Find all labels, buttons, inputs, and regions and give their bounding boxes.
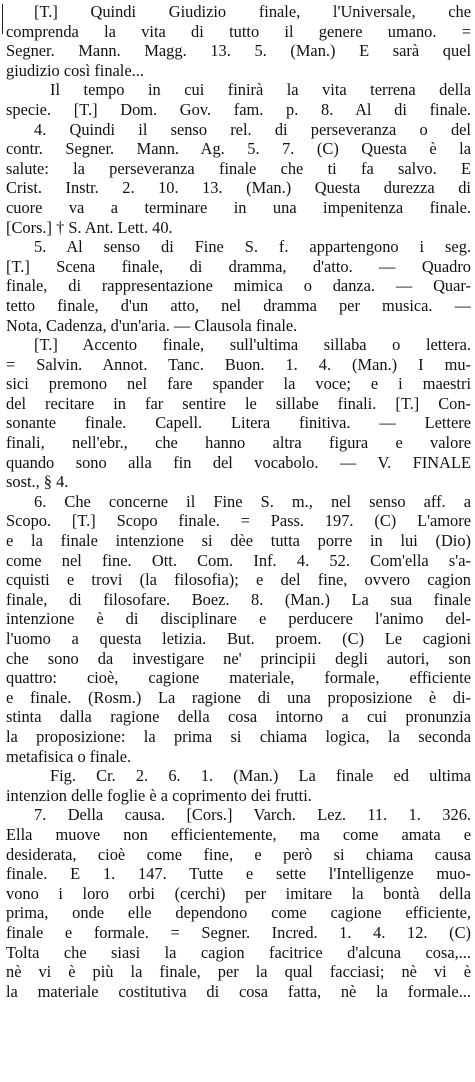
- text-line: che sono da investigare ne' principii degli autori, son: [6, 648, 471, 668]
- text-line: stinta dalla ragione della cosa intorno a cui pronunzia: [6, 707, 471, 727]
- text-line: cuore va a terminare in una impenitenza finale.: [6, 197, 471, 217]
- text-line: e la finale intenzione si dèe tutta porre in lui (Dio): [6, 531, 471, 551]
- text-line: Segner. Mann. Magg. 13. 5. (Man.) E sarà quel: [6, 41, 471, 61]
- text-line: desiderata, cioè come fine, e però si chiama causa: [6, 844, 471, 864]
- text-line: quando sono alla fin del vocabolo. — V. FINALE: [6, 452, 471, 472]
- text-line: metafisica o finale.: [6, 746, 132, 766]
- text-line: e finale. (Rosm.) La ragione di una proposizione è di-: [6, 687, 471, 707]
- text-line: 7. Della causa. [Cors.] Varch. Lez. 11. 1. 326.: [34, 805, 471, 825]
- text-line: del recitare in far sentire le sillabe finali. [T.] Con-: [6, 393, 471, 413]
- text-line: Il tempo in cui finirà la vita terrena della: [50, 80, 471, 100]
- text-line: [T.] Quindi Giudizio finale, l'Universale, che: [34, 2, 471, 21]
- text-line: cquisti e trovi (la filosofia); e del fine, ovvero cagion: [6, 570, 471, 590]
- text-line: finale. E 1. 147. Tutte e sette l'Intelligenze muo-: [6, 864, 471, 884]
- text-line: quattro: cioè, cagione materiale, formale, efficiente: [6, 668, 471, 688]
- text-line: finale, di rappresentazione mimica o danza. — Quar-: [6, 276, 471, 296]
- text-line: Fig. Cr. 2. 6. 1. (Man.) La finale ed ultima: [50, 766, 471, 786]
- text-line: specie. [T.] Dom. Gov. fam. p. 8. Al di finale.: [6, 99, 471, 119]
- text-line: prima, onde elle dependono come cagione efficiente,: [6, 903, 471, 923]
- text-line: [T.] Scena finale, di dramma, d'atto. — Quadro: [6, 256, 471, 276]
- text-line: finale e formale. = Segner. Incred. 1. 4. 12. (C): [6, 922, 471, 942]
- text-line: come nel fine. Ott. Com. Inf. 4. 52. Com'ella s'a-: [6, 550, 471, 570]
- text-line: l'uomo a questa letizia. But. proem. (C) Le cagioni: [6, 629, 471, 648]
- text-line: Ella muove non efficientemente, ma come amata e: [6, 824, 471, 844]
- text-line: [T.] Accento finale, sull'ultima sillaba o lettera.: [34, 335, 471, 355]
- entry-text: [6, 2, 471, 1001]
- text-line: [Cors.] † S. Ant. Lett. 40.: [6, 217, 173, 237]
- text-line: finali, nell'ebr., che hanno altra figura e valore: [6, 433, 471, 453]
- text-line: 4. Quindi il senso rel. di perseveranza o del: [34, 119, 471, 139]
- margin-rule: [2, 4, 3, 34]
- text-line: finale, di filosofare. Boez. 8. (Man.) La sua finale: [6, 589, 471, 609]
- text-line: intenzion delle foglie è a coprimento dei frutti.: [6, 785, 312, 805]
- text-line: comprenda la vita di tutto il genere umano. =: [6, 21, 471, 41]
- text-line: la proposizione: la prima si chiama logica, la seconda: [6, 726, 471, 746]
- text-line: tetto finale, d'un atto, nel dramma per musica. —: [6, 295, 471, 315]
- text-line: Crist. Instr. 2. 10. 13. (Man.) Questa durezza di: [6, 178, 471, 198]
- text-line: nè vi è più la finale, per la qual facciasi; nè vi è: [6, 962, 471, 982]
- text-line: Scopo. [T.] Scopo finale. = Pass. 197. (C) L'amore: [6, 511, 471, 531]
- text-line: contr. Segner. Mann. Ag. 5. 7. (C) Questa è la: [6, 139, 471, 159]
- text-line: intenzione è di disciplinare e perducere l'animo del-: [6, 609, 471, 629]
- text-line: 6. Che concerne il Fine S. m., nel senso aff. a: [34, 491, 471, 511]
- text-line: giudizio così finale...: [6, 60, 144, 80]
- text-line: Nota, Cadenza, d'un'aria. — Clausola finale.: [6, 315, 298, 335]
- text-line: sici premono nel fare spander la voce; e i maestri: [6, 374, 471, 394]
- text-line: la materiale costitutiva di cosa fatta, nè la formale...: [6, 981, 471, 1001]
- text-line: = Salvin. Annot. Tanc. Buon. 1. 4. (Man.) I mu-: [6, 354, 471, 374]
- text-line: Tolta che siasi la cagion facitrice d'alcuna cosa,...: [6, 942, 471, 962]
- text-line: 5. Al senso di Fine S. f. appartengono i seg.: [34, 237, 471, 257]
- text-line: sost., § 4.: [6, 472, 69, 492]
- text-line: salute: la perseveranza finale che ti fa salvo. E: [6, 158, 471, 178]
- text-line: vono i loro orbi (cerchi) per imitare la bontà della: [6, 883, 471, 903]
- text-line: sonante finale. Capell. Litera finitiva. — Lettere: [6, 413, 471, 433]
